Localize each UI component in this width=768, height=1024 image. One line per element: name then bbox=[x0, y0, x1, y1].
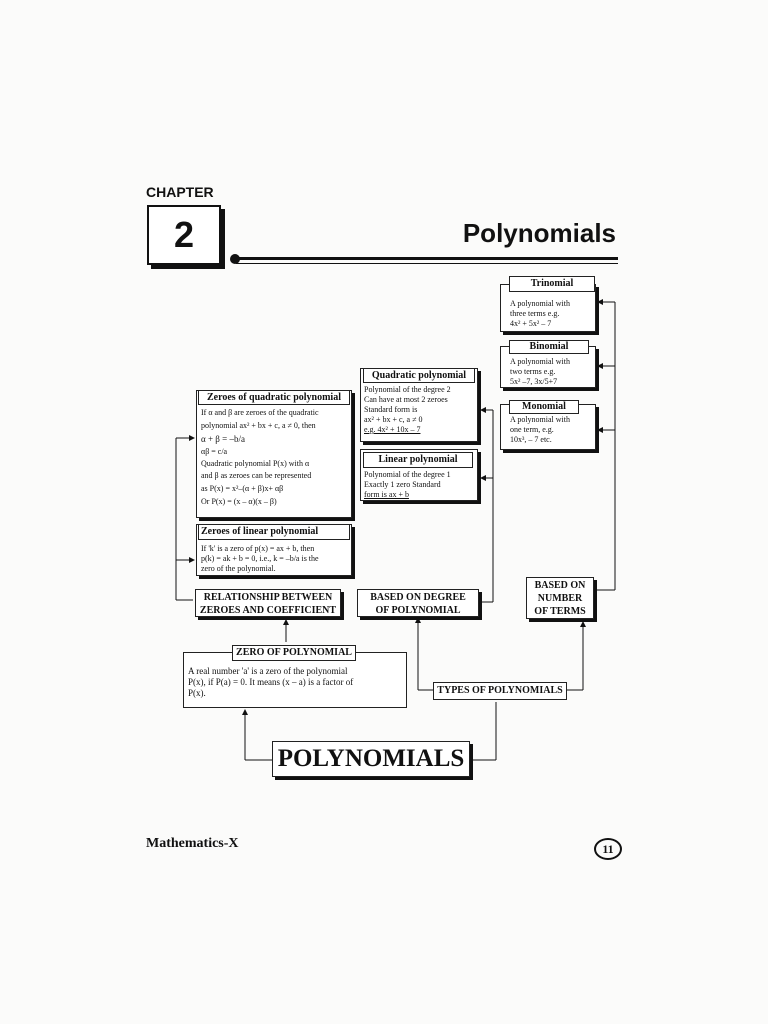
trinomial-line: three terms e.g. bbox=[510, 309, 560, 318]
linear-line: form is ax + b bbox=[364, 490, 409, 499]
monomial-line: 10x³, – 7 etc. bbox=[510, 435, 552, 444]
trinomial-line: 4x² + 5x² – 7 bbox=[510, 319, 552, 328]
zeroes-quadratic-line: polynomial ax² + bx + c, a ≠ 0, then bbox=[201, 421, 316, 430]
zeroes-linear-title: Zeroes of linear polynomial bbox=[198, 524, 350, 540]
based-degree-line: OF POLYNOMIAL bbox=[375, 605, 461, 616]
binomial-line: 5x² –7, 3x/5+7 bbox=[510, 377, 558, 386]
trinomial-title: Trinomial bbox=[509, 276, 595, 292]
binomial-line: two terms e.g. bbox=[510, 367, 556, 376]
linear-polynomial-title: Linear polynomial bbox=[363, 452, 473, 468]
based-on-degree-box bbox=[357, 589, 479, 617]
quadratic-line: Standard form is bbox=[364, 405, 418, 414]
zero-of-polynomial-line: P(x), if P(a) = 0. It means (x – a) is a factor of bbox=[188, 677, 354, 687]
chapter-label: CHAPTER bbox=[146, 184, 214, 200]
zeroes-quadratic-line: and β as zeroes can be represented bbox=[201, 471, 312, 480]
zeroes-quadratic-line: α + β = –b/a bbox=[201, 434, 245, 444]
zeroes-quadratic-line: If α and β are zeroes of the quadratic bbox=[201, 408, 319, 417]
linear-line: Polynomial of the degree 1 bbox=[364, 470, 451, 479]
binomial-line: A polynomial with bbox=[510, 357, 570, 366]
based-degree-line: BASED ON DEGREE bbox=[370, 592, 466, 603]
relationship-box bbox=[195, 589, 341, 617]
relationship-line: RELATIONSHIP BETWEEN bbox=[203, 592, 333, 603]
based-terms-line: OF TERMS bbox=[534, 606, 586, 617]
quadratic-line: ax² + bx + c, a ≠ 0 bbox=[364, 415, 423, 424]
zeroes-linear-line: If 'k' is a zero of p(x) = ax + b, then bbox=[201, 544, 315, 553]
zeroes-quadratic-title: Zeroes of quadratic polynomial bbox=[198, 390, 350, 405]
relationship-line: ZEROES AND COEFFICIENT bbox=[199, 605, 337, 616]
binomial-title: Binomial bbox=[509, 340, 589, 354]
quadratic-polynomial-title: Quadratic polynomial bbox=[363, 368, 475, 383]
footer-subject: Mathematics-X bbox=[146, 836, 239, 851]
based-on-terms-box bbox=[526, 577, 594, 619]
zeroes-quadratic-line: Or P(x) = (x – α)(x – β) bbox=[201, 497, 277, 506]
zeroes-quadratic-box bbox=[196, 390, 352, 518]
trinomial-line: A polynomial with bbox=[510, 299, 570, 308]
root-polynomials-box: POLYNOMIALS bbox=[272, 741, 470, 777]
linear-line: Exactly 1 zero Standard bbox=[364, 480, 441, 489]
zeroes-linear-line: zero of the polynomial. bbox=[201, 564, 276, 573]
chapter-number: 2 bbox=[147, 205, 221, 265]
title-rule-thin bbox=[236, 263, 618, 264]
zeroes-linear-line: p(k) = ak + b = 0, i.e., k = –b/a is the bbox=[201, 554, 319, 563]
types-of-polynomials-box: TYPES OF POLYNOMIALS bbox=[433, 682, 567, 700]
zero-of-polynomial-line: A real number 'a' is a zero of the polynomial bbox=[188, 666, 348, 676]
title-rule-dot bbox=[230, 254, 240, 264]
zeroes-quadratic-line: as P(x) = x²–(α + β)x+ αβ bbox=[201, 484, 284, 493]
zeroes-quadratic-line: αβ = c/a bbox=[201, 447, 228, 456]
monomial-line: one term, e.g. bbox=[510, 425, 554, 434]
zeroes-quadratic-line: Quadratic polynomial P(x) with α bbox=[201, 459, 310, 468]
title-rule bbox=[236, 257, 618, 260]
based-terms-line: BASED ON bbox=[534, 580, 586, 591]
zero-of-polynomial-title: ZERO OF POLYNOMIAL bbox=[232, 645, 356, 661]
quadratic-line: e.g. 4x² + 10x – 7 bbox=[364, 425, 421, 434]
monomial-line: A polynomial with bbox=[510, 415, 570, 424]
quadratic-line: Can have at most 2 zeroes bbox=[364, 395, 448, 404]
monomial-title: Monomial bbox=[509, 400, 579, 414]
page-number: 11 bbox=[594, 838, 622, 860]
page-title: Polynomials bbox=[462, 218, 616, 248]
based-terms-line: NUMBER bbox=[537, 593, 583, 604]
quadratic-line: Polynomial of the degree 2 bbox=[364, 385, 451, 394]
zero-of-polynomial-line: P(x). bbox=[188, 688, 206, 698]
